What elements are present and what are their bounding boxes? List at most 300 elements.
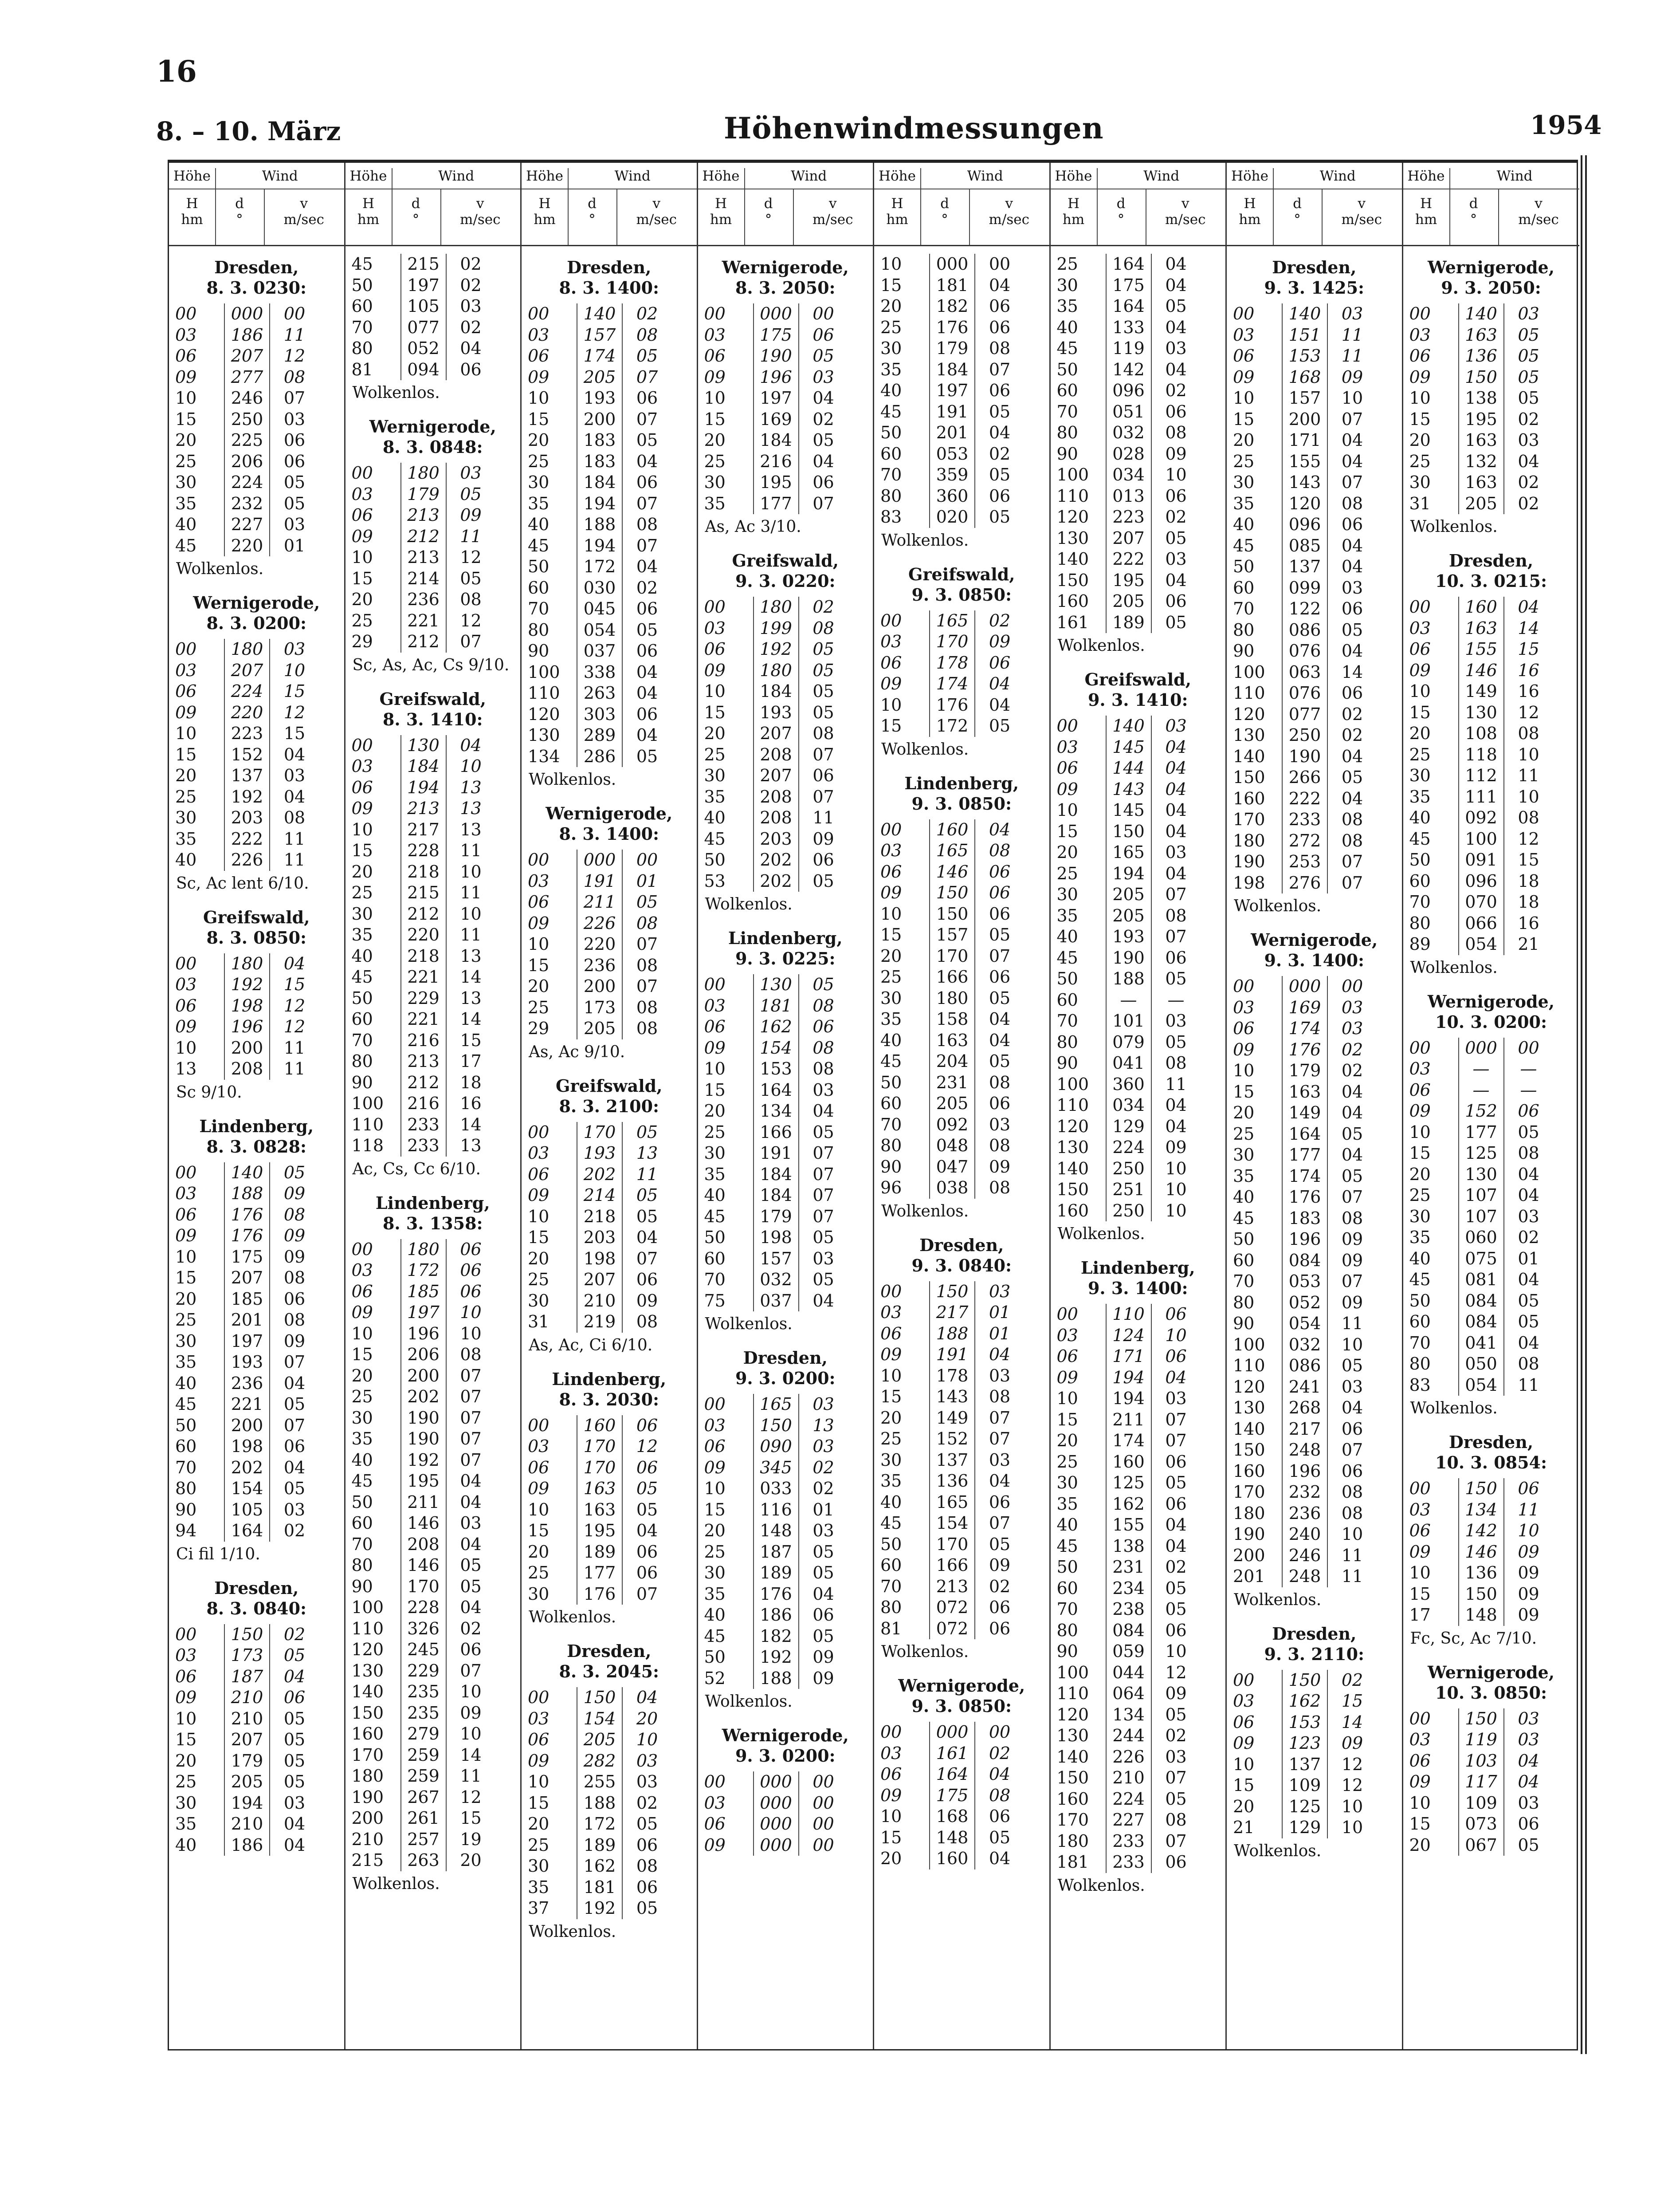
measurement-rows — [528, 1687, 697, 1919]
direction-cell: 170 — [577, 1457, 622, 1479]
height-cell: 70 — [351, 317, 373, 337]
direction-cell: 193 — [577, 388, 622, 409]
speed-cell: 09 — [622, 1291, 671, 1312]
table-row — [175, 325, 344, 346]
height-cell: 70 — [351, 1534, 373, 1554]
table-row — [880, 1513, 1049, 1534]
table-row — [352, 1429, 521, 1450]
height-cell: 03 — [880, 841, 902, 860]
table-column — [522, 163, 698, 2049]
measurement-rows — [1233, 1670, 1402, 1838]
direction-cell: 259 — [400, 1745, 446, 1766]
speed-cell: 05 — [1327, 1124, 1377, 1145]
speed-cell: 08 — [974, 1177, 1024, 1199]
speed-cell: 07 — [798, 787, 848, 808]
table-row — [352, 296, 521, 317]
speed-cell: 05 — [622, 1898, 671, 1919]
speed-cell: 10 — [1151, 1200, 1201, 1222]
speed-cell: 00 — [798, 1814, 848, 1835]
speed-cell: 15 — [269, 681, 319, 702]
speed-cell: 06 — [1327, 1461, 1377, 1482]
table-row — [880, 1785, 1049, 1806]
direction-cell: 360 — [1106, 1074, 1151, 1095]
direction-cell: 202 — [577, 1164, 622, 1185]
header-h — [345, 196, 392, 228]
table-row — [704, 850, 873, 871]
header-wind: Wind — [568, 168, 697, 189]
speed-cell: 09 — [974, 631, 1024, 653]
direction-cell: 157 — [577, 325, 622, 346]
speed-cell: 04 — [974, 1848, 1024, 1869]
speed-cell: 06 — [269, 1436, 319, 1457]
direction-cell: 145 — [1106, 800, 1151, 821]
table-row — [528, 493, 697, 515]
table-row — [1409, 1101, 1579, 1122]
height-cell: 140 — [1233, 1419, 1265, 1439]
height-cell: 45 — [1409, 829, 1431, 849]
height-cell: 10 — [1233, 388, 1255, 408]
direction-cell: 205 — [577, 1018, 622, 1039]
direction-cell: 188 — [753, 1668, 798, 1689]
direction-cell: 345 — [753, 1457, 798, 1479]
table-row — [1409, 1520, 1579, 1542]
speed-cell: 08 — [446, 589, 495, 610]
column-header — [874, 163, 1049, 246]
speed-cell: 05 — [622, 346, 671, 367]
direction-cell: 122 — [1282, 598, 1327, 620]
direction-cell: 163 — [929, 1030, 974, 1051]
speed-cell: 12 — [446, 610, 495, 632]
direction-cell: 183 — [577, 430, 622, 451]
direction-cell: 174 — [1106, 1430, 1151, 1452]
direction-cell: 169 — [1282, 997, 1327, 1019]
speed-cell: 04 — [1327, 1145, 1377, 1166]
direction-cell: 205 — [577, 367, 622, 388]
table-row — [880, 275, 1049, 296]
header-hoehe: Höhe — [526, 168, 563, 184]
speed-cell: 08 — [1327, 809, 1377, 830]
speed-cell: 07 — [974, 359, 1024, 381]
height-cell: 10 — [1409, 1122, 1431, 1142]
direction-cell: 195 — [753, 472, 798, 493]
direction-cell: 034 — [1106, 1095, 1151, 1116]
speed-cell: 05 — [269, 1394, 319, 1415]
speed-cell: 20 — [622, 1708, 671, 1730]
speed-cell: 06 — [446, 1281, 495, 1303]
table-row — [528, 997, 697, 1019]
table-row — [880, 1302, 1049, 1323]
height-cell: 09 — [1409, 367, 1431, 387]
direction-cell: 192 — [400, 1450, 446, 1471]
table-row — [880, 1135, 1049, 1157]
table-row — [1409, 1311, 1579, 1333]
height-cell: 20 — [1056, 842, 1078, 862]
speed-cell: 00 — [622, 850, 671, 871]
header-h-label: H — [891, 196, 903, 212]
speed-cell: 06 — [974, 967, 1024, 988]
height-cell: 60 — [1409, 871, 1431, 891]
table-row — [175, 535, 344, 557]
station-timestamp: 10. 3. 0200: — [1435, 1011, 1547, 1032]
direction-cell: 180 — [400, 463, 446, 484]
table-row — [352, 1850, 521, 1871]
header-v — [1498, 196, 1579, 228]
table-row — [1233, 1670, 1402, 1691]
speed-cell: 08 — [974, 1135, 1024, 1157]
speed-cell: 04 — [1327, 1102, 1377, 1124]
speed-cell: 05 — [269, 1751, 319, 1772]
speed-cell: 08 — [1503, 723, 1553, 744]
height-cell: 06 — [704, 1017, 726, 1036]
speed-cell: 03 — [1151, 549, 1201, 570]
table-row — [1233, 1250, 1402, 1271]
column-body — [874, 254, 1049, 1878]
station-name: Dresden, — [1448, 551, 1534, 571]
station-timestamp: 10. 3. 0850: — [1435, 1682, 1547, 1703]
speed-cell: 07 — [798, 1143, 848, 1164]
speed-cell: 04 — [622, 451, 671, 472]
header-v-label: v — [1005, 196, 1013, 212]
height-cell: 10 — [880, 1366, 902, 1385]
table-row — [1057, 800, 1226, 821]
speed-cell: 09 — [269, 1331, 319, 1352]
speed-cell: 00 — [798, 1793, 848, 1814]
speed-cell: 05 — [269, 1771, 319, 1793]
header-v — [1146, 196, 1226, 228]
height-cell: 00 — [528, 1415, 550, 1435]
table-row — [1057, 1578, 1226, 1599]
direction-cell: 268 — [1282, 1397, 1327, 1419]
table-row — [352, 1072, 521, 1094]
speed-cell: 04 — [622, 1227, 671, 1248]
table-row — [1409, 346, 1579, 367]
height-cell: 60 — [1056, 990, 1078, 1010]
height-cell: 30 — [528, 1584, 550, 1604]
table-row — [880, 610, 1049, 632]
direction-cell: 137 — [1282, 556, 1327, 578]
speed-cell: 05 — [798, 1562, 848, 1584]
height-cell: 03 — [351, 756, 373, 776]
direction-cell: 360 — [929, 486, 974, 507]
header-hoehe: Höhe — [173, 168, 211, 184]
speed-cell: 06 — [1151, 1346, 1201, 1367]
table-row — [1409, 787, 1579, 808]
direction-cell: 198 — [224, 996, 269, 1017]
direction-cell: 224 — [1106, 1137, 1151, 1158]
speed-cell: 02 — [974, 1743, 1024, 1764]
direction-cell: 164 — [929, 1764, 974, 1785]
speed-cell: 09 — [1503, 1605, 1553, 1626]
height-cell: 10 — [704, 388, 726, 408]
header-h-label: H — [186, 196, 198, 212]
height-cell: 09 — [1233, 367, 1255, 387]
header-deg-label: ° — [412, 212, 420, 228]
height-cell: 03 — [351, 484, 373, 504]
table-row — [528, 913, 697, 934]
table-row — [1233, 641, 1402, 662]
speed-cell: 07 — [622, 535, 671, 557]
speed-cell: 02 — [446, 275, 495, 296]
table-row — [880, 1323, 1049, 1345]
height-cell: 110 — [1233, 683, 1265, 703]
height-cell: 00 — [880, 610, 902, 630]
cloud-note: Wolkenlos. — [881, 740, 969, 759]
height-cell: 15 — [704, 1499, 726, 1519]
height-cell: 45 — [880, 1051, 902, 1071]
direction-cell: 202 — [400, 1386, 446, 1408]
speed-cell: 06 — [1503, 1101, 1553, 1122]
height-cell: 10 — [1409, 1563, 1431, 1582]
speed-cell: 04 — [1503, 1751, 1553, 1772]
height-cell: 09 — [351, 526, 373, 546]
direction-cell: 150 — [224, 1624, 269, 1645]
speed-cell: 18 — [1503, 892, 1553, 913]
speed-cell: 08 — [1151, 1810, 1201, 1831]
direction-cell: 250 — [224, 409, 269, 430]
height-cell: 25 — [704, 744, 726, 764]
table-row — [704, 367, 873, 388]
header-hm-label: hm — [181, 212, 203, 228]
station-name: Greifswald, — [732, 551, 839, 571]
height-cell: 00 — [528, 1688, 550, 1707]
header-hm-label: hm — [1239, 212, 1261, 228]
header-v-label: v — [828, 196, 837, 212]
table-row — [1057, 990, 1226, 1011]
header-v-label: v — [652, 196, 660, 212]
direction-cell: 192 — [224, 974, 269, 996]
speed-cell: 09 — [1151, 1683, 1201, 1704]
speed-cell: 11 — [798, 807, 848, 829]
table-row — [704, 388, 873, 409]
speed-cell: 06 — [798, 472, 848, 493]
speed-cell: 03 — [798, 1394, 848, 1415]
direction-cell: 214 — [577, 1185, 622, 1206]
speed-cell: 04 — [1503, 451, 1553, 472]
direction-cell: 207 — [224, 1729, 269, 1751]
direction-cell: 032 — [1282, 1334, 1327, 1356]
header-d-label: d — [411, 196, 420, 212]
height-cell: 15 — [1056, 1409, 1078, 1429]
height-cell: 25 — [1056, 1452, 1078, 1472]
table-row — [528, 556, 697, 578]
direction-cell: 303 — [577, 704, 622, 725]
height-cell: 30 — [351, 1408, 373, 1428]
speed-cell: 05 — [622, 746, 671, 767]
direction-cell: 218 — [577, 1206, 622, 1228]
direction-cell: 162 — [1106, 1494, 1151, 1515]
speed-cell: 06 — [1151, 401, 1201, 423]
height-cell: 60 — [880, 444, 902, 464]
speed-cell: 04 — [1151, 800, 1201, 821]
table-row — [1233, 598, 1402, 620]
height-cell: 160 — [1233, 1461, 1265, 1481]
station-timestamp: 8. 3. 1410: — [382, 709, 483, 729]
direction-cell: 205 — [224, 1771, 269, 1793]
height-cell: 30 — [704, 1143, 726, 1163]
speed-cell: 04 — [1151, 275, 1201, 296]
direction-cell: 133 — [1106, 317, 1151, 338]
table-row — [880, 1429, 1049, 1450]
speed-cell: 02 — [1151, 1557, 1201, 1578]
speed-cell: 05 — [446, 484, 495, 505]
direction-cell: 064 — [1106, 1683, 1151, 1704]
speed-cell: 05 — [622, 1499, 671, 1521]
height-cell: 09 — [1409, 660, 1431, 680]
height-cell: 06 — [528, 346, 550, 366]
direction-cell: 177 — [577, 1562, 622, 1584]
table-row — [1057, 1304, 1226, 1325]
table-row — [1233, 767, 1402, 788]
table-row — [352, 1787, 521, 1808]
height-cell: 20 — [528, 1814, 550, 1834]
height-cell: 45 — [175, 1394, 197, 1414]
direction-cell: 150 — [1458, 1708, 1503, 1730]
height-cell: 25 — [704, 1122, 726, 1142]
table-row — [1233, 1166, 1402, 1187]
speed-cell: 05 — [1327, 1355, 1377, 1377]
speed-cell: 11 — [269, 829, 319, 850]
direction-cell: 084 — [1106, 1620, 1151, 1641]
direction-cell: 157 — [1282, 388, 1327, 409]
direction-cell: 084 — [1282, 1250, 1327, 1271]
height-cell: 31 — [1409, 493, 1431, 513]
height-cell: 70 — [704, 1270, 726, 1289]
speed-cell: 04 — [1151, 779, 1201, 800]
height-cell: 06 — [1409, 1080, 1431, 1100]
table-row — [704, 1101, 873, 1122]
direction-cell: 194 — [400, 777, 446, 799]
table-row — [352, 1323, 521, 1345]
table-row — [1057, 1053, 1226, 1074]
table-row — [704, 618, 873, 639]
measurement-rows — [352, 254, 521, 380]
table-row — [1233, 1796, 1402, 1818]
direction-cell: 149 — [1458, 681, 1503, 702]
table-row — [880, 967, 1049, 988]
direction-cell: 204 — [929, 1051, 974, 1072]
table-row — [352, 1639, 521, 1661]
speed-cell: 04 — [1151, 1536, 1201, 1557]
station-name: Dresden, — [1448, 1432, 1534, 1452]
table-row — [880, 840, 1049, 862]
table-row — [1409, 660, 1579, 681]
speed-cell: 06 — [446, 1260, 495, 1281]
direction-cell: 090 — [753, 1436, 798, 1457]
speed-cell: 12 — [446, 1787, 495, 1808]
station-timestamp: 10. 3. 0215: — [1435, 571, 1547, 591]
height-cell: 70 — [1409, 1333, 1431, 1353]
speed-cell: 03 — [798, 1080, 848, 1101]
speed-cell: 05 — [1151, 968, 1201, 990]
direction-cell: 096 — [1106, 380, 1151, 401]
speed-cell: 08 — [1327, 493, 1377, 515]
speed-cell: 07 — [974, 1408, 1024, 1429]
direction-cell: 138 — [1458, 388, 1503, 409]
speed-cell: 04 — [622, 662, 671, 683]
column-header — [1227, 163, 1402, 246]
speed-cell: 04 — [1327, 1082, 1377, 1103]
height-cell: 09 — [880, 1785, 902, 1805]
table-row — [1233, 472, 1402, 493]
speed-cell: 04 — [446, 1471, 495, 1492]
height-cell: 200 — [351, 1808, 384, 1828]
height-cell: 70 — [1233, 1271, 1255, 1291]
block-spacer — [698, 1856, 873, 1865]
table-row — [528, 704, 697, 725]
direction-cell: 197 — [400, 1302, 446, 1323]
direction-cell: 142 — [1458, 1520, 1503, 1542]
table-row — [175, 388, 344, 409]
direction-cell: 125 — [1282, 1796, 1327, 1818]
page-number: 16 — [156, 54, 197, 89]
direction-cell: 171 — [1282, 430, 1327, 451]
station-timestamp: 9. 3. 0220: — [735, 571, 836, 591]
direction-cell: 196 — [1282, 1229, 1327, 1250]
height-cell: 25 — [704, 451, 726, 471]
cloud-note: Wolkenlos. — [176, 560, 264, 578]
column-header — [1403, 163, 1579, 246]
height-cell: 80 — [1233, 1292, 1255, 1312]
table-row — [704, 1016, 873, 1038]
table-row — [1409, 1542, 1579, 1563]
height-cell: 50 — [1056, 359, 1078, 379]
height-cell: 03 — [704, 618, 726, 638]
direction-cell: 173 — [577, 997, 622, 1019]
direction-cell: 289 — [577, 725, 622, 746]
height-cell: 90 — [1233, 1314, 1255, 1333]
height-cell: 10 — [1056, 1389, 1078, 1408]
table-row — [1409, 1375, 1579, 1396]
height-cell: 09 — [175, 702, 197, 722]
table-row — [1057, 1388, 1226, 1409]
table-row — [175, 1183, 344, 1204]
table-row — [1233, 1754, 1402, 1775]
table-row — [704, 346, 873, 367]
speed-cell: 04 — [269, 1666, 319, 1688]
direction-cell: 164 — [1106, 254, 1151, 275]
speed-cell: 10 — [622, 1729, 671, 1751]
direction-cell: 067 — [1458, 1835, 1503, 1856]
direction-cell: 205 — [1106, 591, 1151, 612]
direction-cell: 154 — [929, 1513, 974, 1534]
header-h-label: H — [362, 196, 375, 212]
speed-cell: 04 — [1327, 556, 1377, 578]
speed-cell: 05 — [622, 1206, 671, 1228]
speed-cell: 08 — [798, 618, 848, 639]
direction-cell: 221 — [400, 967, 446, 988]
speed-cell: 03 — [974, 1450, 1024, 1471]
direction-cell: 119 — [1458, 1729, 1503, 1751]
speed-cell: 09 — [974, 1555, 1024, 1576]
speed-cell: 05 — [622, 430, 671, 451]
direction-cell: 149 — [929, 1408, 974, 1429]
column-header — [169, 163, 344, 246]
direction-cell: 197 — [400, 275, 446, 296]
direction-cell: 227 — [1106, 1810, 1151, 1831]
speed-cell: 14 — [446, 1009, 495, 1030]
table-row — [352, 631, 521, 653]
cloud-note: Wolkenlos. — [1234, 1590, 1322, 1609]
height-cell: 140 — [1056, 1747, 1089, 1767]
table-row — [880, 1848, 1049, 1869]
speed-cell: 04 — [1151, 1095, 1201, 1116]
height-cell: 25 — [1409, 744, 1431, 764]
speed-cell: 05 — [1151, 1704, 1201, 1726]
table-row — [175, 1289, 344, 1310]
speed-cell: 04 — [446, 735, 495, 756]
speed-cell: 05 — [1503, 388, 1553, 409]
speed-cell: 08 — [269, 1310, 319, 1331]
